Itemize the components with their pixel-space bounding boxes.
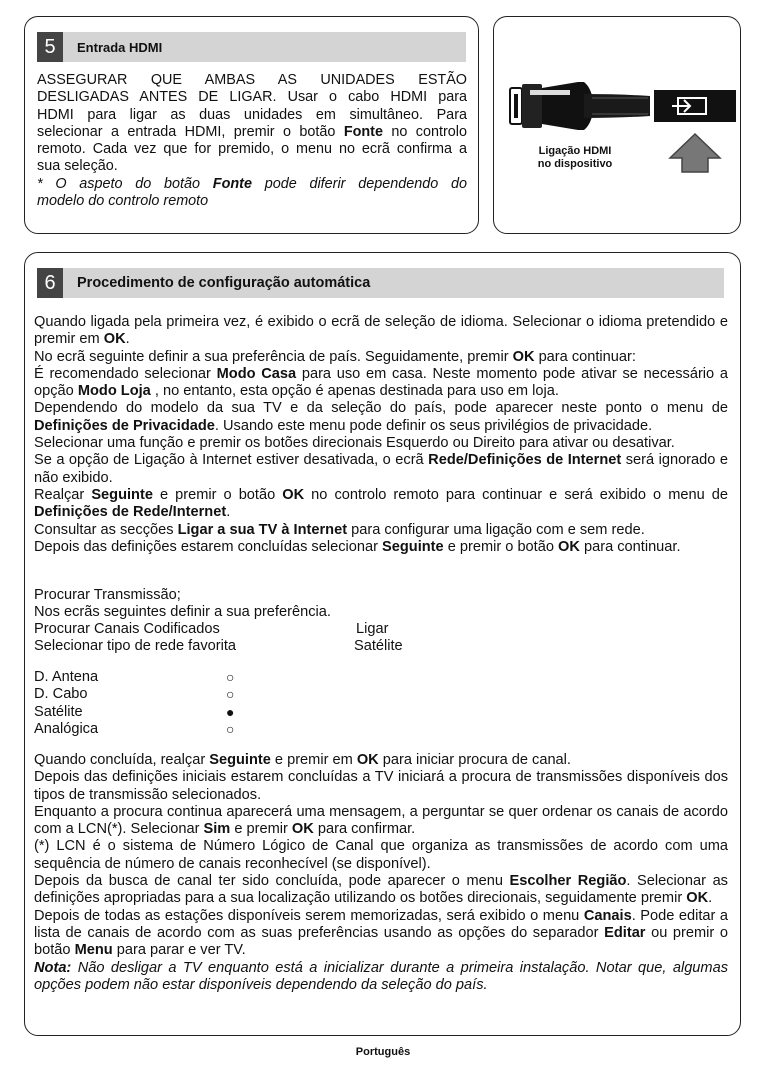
bold-term: Seguinte bbox=[91, 486, 153, 503]
setting-label: Selecionar tipo de rede favorita bbox=[34, 638, 237, 655]
text-run: pode diferir dependendo do bbox=[251, 175, 467, 192]
setting-value: Satélite bbox=[354, 638, 403, 655]
paragraph bbox=[34, 804, 728, 839]
text-run: . bbox=[125, 331, 130, 348]
paragraph bbox=[34, 838, 728, 873]
paragraph bbox=[34, 400, 728, 435]
network-type-label: Analógica bbox=[34, 720, 99, 737]
bold-term: Fonte bbox=[343, 123, 383, 140]
bold-term: Menu bbox=[74, 942, 113, 959]
paragraph bbox=[34, 452, 728, 487]
text-run: . Pode editar a lista de canais de acordo com as suas preferências usando as opções do separador bbox=[34, 907, 728, 941]
text-line bbox=[37, 107, 467, 124]
text-run: Depois de todas as estações disponíveis serem memorizadas, será exibido o menu bbox=[34, 907, 584, 924]
bold-term: Escolher Região bbox=[509, 873, 627, 890]
text-run: remoto. Cada vez que for premido, o menu no ecrã confirma a bbox=[37, 141, 467, 158]
text-run: selecionar a entrada HDMI, premir o botão bbox=[37, 123, 344, 140]
text-run: . Selecionar as definições apropriadas para a sua localização utilizando os botões direcionais, seguidamente premir bbox=[34, 873, 728, 907]
bold-term: Definições de Privacidade bbox=[34, 417, 215, 434]
bold-term: OK bbox=[512, 348, 535, 365]
text-run: Depois das definições iniciais estarem concluídas a TV iniciará a procura de transmissões disponíveis dos tipos de transmissão selecionados. bbox=[34, 769, 728, 803]
section-5-text bbox=[37, 72, 467, 210]
hdmi-plug-icon bbox=[510, 82, 650, 130]
section-number: 6 bbox=[37, 268, 63, 298]
text-run: Depois das definições estarem concluídas selecionar bbox=[34, 538, 383, 555]
radio-mark: ○ bbox=[226, 720, 235, 737]
network-type-label: D. Antena bbox=[34, 669, 99, 685]
text-run: para continuar. bbox=[579, 538, 681, 555]
text-run: e premir bbox=[230, 821, 292, 838]
text-run: Se a opção de Ligação à Internet estiver desativada, o ecrã bbox=[34, 452, 429, 469]
paragraph bbox=[34, 366, 728, 401]
bold-term: OK bbox=[356, 752, 379, 768]
bold-term: Definições de Rede/Internet bbox=[34, 504, 227, 521]
paragraph bbox=[34, 487, 728, 522]
text-run: , no entanto, esta opção é apenas destinada para uso em loja. bbox=[150, 383, 559, 400]
section-6-header bbox=[37, 268, 724, 298]
bold-term: OK bbox=[103, 331, 126, 348]
text-run: Quando ligada pela primeira vez, é exibido o ecrã de seleção de idioma. Selecionar o idioma pretendido e premir em bbox=[34, 314, 728, 348]
paragraph bbox=[34, 752, 728, 769]
bold-term: Modo Loja bbox=[77, 383, 151, 400]
network-type-label: Satélite bbox=[34, 703, 83, 720]
bold-term: OK bbox=[282, 486, 305, 503]
paragraph bbox=[34, 349, 728, 366]
search-line-2: Nos ecrãs seguintes definir a sua preferência. bbox=[34, 604, 331, 621]
text-run: (*) LCN é o sistema de Número Lógico de Canal que organiza as transmissões de acordo com uma sequência de número de canais reconhecível (se disponível). bbox=[34, 838, 728, 872]
text-run: É recomendado selecionar bbox=[34, 365, 217, 382]
text-run: Depois da busca de canal ter sido concluída, pode aparecer o menu bbox=[34, 873, 510, 890]
bold-term: Seguinte bbox=[382, 538, 444, 555]
text-run: e premir o botão bbox=[152, 486, 283, 503]
text-run: Consultar as secções bbox=[34, 521, 178, 538]
text-line bbox=[37, 141, 467, 158]
text-run: . bbox=[708, 890, 713, 907]
text-line bbox=[37, 72, 467, 89]
bold-term: Rede/Definições de Internet bbox=[428, 452, 622, 469]
bold-term: Modo Casa bbox=[216, 365, 297, 382]
text-run: para iniciar procura de canal. bbox=[378, 752, 571, 768]
radio-mark: ○ bbox=[226, 686, 235, 703]
bold-term: Seguinte bbox=[209, 752, 271, 768]
text-run: para configurar uma ligação com e sem rede. bbox=[347, 521, 645, 538]
hdmi-caption-line-1: Ligação HDMI bbox=[538, 145, 612, 157]
bold-term: Editar bbox=[604, 924, 646, 941]
hdmi-caption bbox=[520, 145, 630, 171]
paragraph bbox=[34, 522, 728, 539]
text-line bbox=[37, 89, 467, 106]
bold-term: Fonte bbox=[212, 175, 252, 192]
setting-value: Ligar bbox=[356, 621, 389, 637]
text-run: HDMI para ligar as duas unidades em simultâneo. Para bbox=[37, 106, 467, 123]
footer-language: Português bbox=[355, 1046, 411, 1058]
text-run: Enquanto a procura continua aparecerá uma mensagem, a perguntar se quer ordenar os canais de acordo com a LCN(*). Selecionar bbox=[34, 803, 728, 838]
text-line bbox=[37, 124, 467, 141]
text-line bbox=[37, 158, 467, 175]
paragraph bbox=[34, 908, 728, 960]
text-run: Realçar bbox=[34, 486, 92, 503]
text-run: e premir em bbox=[270, 752, 357, 768]
text-run: Selecionar uma função e premir os botões direcionais Esquerdo ou Direito para ativar ou desativar. bbox=[34, 435, 675, 452]
setting-label: Procurar Canais Codificados bbox=[34, 621, 220, 637]
paragraph bbox=[34, 769, 728, 804]
text-run: . bbox=[226, 504, 231, 521]
bold-term: OK bbox=[558, 538, 580, 555]
text-run: para parar e ver TV. bbox=[112, 942, 246, 959]
hdmi-caption-line-2: no dispositivo bbox=[537, 158, 613, 170]
text-run: para confirmar. bbox=[313, 821, 416, 838]
radio-mark: ○ bbox=[226, 669, 235, 685]
text-run: Quando concluída, realçar bbox=[34, 752, 210, 768]
italic-run: Não desligar a TV enquanto está a inicializar durante a primeira instalação. Notar que, algumas opções podem não estar disponíveis dependendo da seleção do país. bbox=[34, 959, 728, 993]
search-block bbox=[34, 587, 728, 622]
note-label: Nota: bbox=[34, 959, 72, 976]
text-run: Dependendo do modelo da sua TV e da seleção do país, pode aparecer neste ponto o menu de bbox=[34, 400, 728, 417]
text-run: No ecrã seguinte definir a sua preferência de país. Seguidamente, premir bbox=[34, 348, 513, 365]
paragraph bbox=[34, 435, 728, 452]
note-line bbox=[37, 176, 467, 193]
text-run: ASSEGURAR QUE AMBAS AS UNIDADES ESTÃO bbox=[37, 72, 467, 88]
network-type-label: D. Cabo bbox=[34, 686, 88, 703]
paragraph bbox=[34, 314, 728, 349]
section-6-scan-text bbox=[34, 752, 728, 994]
bold-term: OK bbox=[291, 821, 314, 838]
section-title: Entrada HDMI bbox=[77, 39, 163, 55]
text-run: . Usando este menu pode definir os seus privilégios de privacidade. bbox=[214, 417, 653, 434]
text-run: ou premir o botão bbox=[34, 924, 729, 959]
text-run: será ignorado e não exibido. bbox=[34, 452, 728, 486]
paragraph bbox=[34, 960, 728, 995]
text-run: e premir o botão bbox=[443, 538, 559, 555]
text-run: para continuar: bbox=[534, 348, 636, 365]
text-run: sua seleção. bbox=[37, 158, 118, 175]
note-line: modelo do controlo remoto bbox=[37, 193, 209, 210]
section-number: 5 bbox=[37, 32, 63, 62]
text-run: * O aspeto do botão bbox=[37, 175, 213, 192]
bold-term: Canais bbox=[583, 907, 632, 924]
bold-term: Sim bbox=[203, 821, 231, 838]
bold-term: Ligar a sua TV à Internet bbox=[177, 521, 348, 538]
up-arrow-icon bbox=[670, 134, 720, 172]
text-run: no controlo bbox=[382, 123, 467, 140]
section-6-intro bbox=[34, 314, 728, 556]
radio-mark: ● bbox=[226, 703, 235, 720]
text-run: no controlo remoto para continuar e será exibido o menu de bbox=[304, 486, 728, 503]
paragraph bbox=[34, 539, 728, 556]
search-line-1: Procurar Transmissão; bbox=[34, 587, 181, 603]
paragraph bbox=[34, 873, 728, 908]
hdmi-input-icon bbox=[654, 90, 736, 122]
section-title: Procedimento de configuração automática bbox=[77, 275, 371, 291]
bold-term: OK bbox=[686, 890, 709, 907]
text-run: para uso em casa. Neste momento pode ativar se necessário a opção bbox=[34, 365, 728, 400]
section-5-header bbox=[37, 32, 466, 62]
text-run: DESLIGADAS ANTES DE LIGAR. Usar o cabo HDMI para bbox=[37, 89, 467, 106]
